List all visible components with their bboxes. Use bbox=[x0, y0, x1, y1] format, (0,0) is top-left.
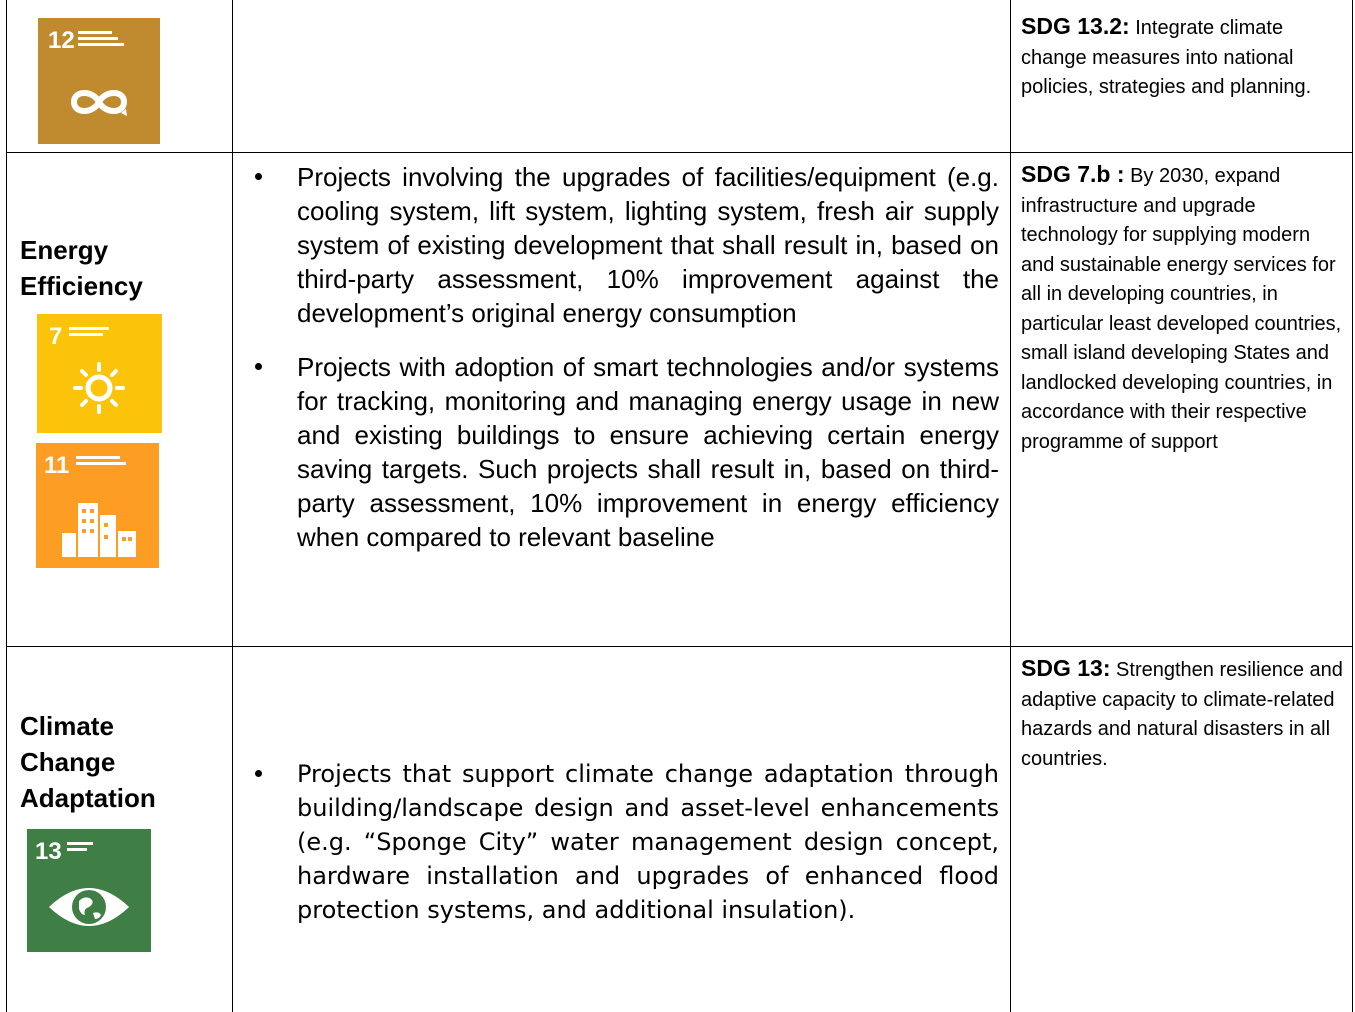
category-title: Climate Change Adaptation bbox=[20, 711, 156, 813]
list-item-text: Projects that support climate change adaptation through building/landscape design and asset-level enhancements (e.g. “Sponge City” water management design concept, hardware installation and upgrades of enhanced flood protection systems, and additional insulation). bbox=[297, 760, 999, 924]
row2-category-cell bbox=[6, 152, 232, 646]
bullet-icon bbox=[255, 173, 262, 180]
sdg-target-description: Strengthen resilience and adaptive capacity to climate-related hazards and natural disasters in all countries. bbox=[1021, 659, 1343, 770]
row2-sdg-cell bbox=[1011, 160, 1351, 457]
sdg-target-description: By 2030, expand infrastructure and upgrade technology for supplying modern and sustainable energy services for all in developing countries, in particular least developed countries, small island developing States and landlocked developing countries, in accordance with their respective programme of support bbox=[1021, 165, 1342, 453]
sdg7-affordable-clean-energy-icon bbox=[37, 314, 162, 433]
svg-text:13: 13 bbox=[35, 838, 62, 865]
bullet-icon bbox=[255, 770, 262, 777]
project-list bbox=[233, 757, 1009, 927]
list-item bbox=[233, 350, 1009, 554]
sdg-target-description: Integrate climate change measures into national policies, strategies and planning. bbox=[1021, 17, 1312, 98]
sdg12-responsible-consumption-icon bbox=[38, 18, 160, 144]
svg-text:7: 7 bbox=[49, 323, 63, 350]
category-title: Energy Efficiency bbox=[20, 235, 143, 301]
sdg13-climate-action-icon bbox=[27, 829, 151, 952]
row3-sdg-cell bbox=[1011, 654, 1351, 774]
row3-category-cell bbox=[6, 646, 232, 1012]
sdg-target-code: SDG 13.2: bbox=[1021, 13, 1130, 39]
sdg-target-text bbox=[1011, 12, 1351, 103]
list-item bbox=[233, 160, 1009, 330]
sdg-mapping-table bbox=[6, 0, 1353, 1012]
project-list bbox=[233, 160, 1009, 554]
svg-text:11: 11 bbox=[44, 452, 70, 479]
list-item bbox=[233, 757, 1009, 927]
row2-description-cell bbox=[233, 160, 1009, 554]
row1-category-cell bbox=[6, 0, 232, 152]
sdg-target-code: SDG 7.b : bbox=[1021, 161, 1125, 187]
bullet-icon bbox=[255, 363, 262, 370]
sdg11-sustainable-cities-icon bbox=[36, 443, 159, 568]
row3-description-cell bbox=[233, 757, 1009, 927]
sdg-target-text bbox=[1011, 160, 1351, 457]
row1-sdg-cell bbox=[1011, 12, 1351, 103]
list-item-text: Projects involving the upgrades of facilities/equipment (e.g. cooling system, lift system, lighting system, fresh air supply system of existing development that shall result in, based on third-party assessment, 10% improvement against the development’s original energy consumption bbox=[297, 162, 999, 328]
row1-description-cell bbox=[233, 0, 1009, 152]
list-item-text: Projects with adoption of smart technologies and/or systems for tracking, monitoring and managing energy usage in new and existing buildings to ensure achieving certain energy saving targets. Such projects shall result in, based on third-party assessment, 10% improvement in energy efficiency when compared to relevant baseline bbox=[297, 352, 999, 552]
sdg-target-text bbox=[1011, 654, 1351, 774]
sdg-target-code: SDG 13: bbox=[1021, 655, 1111, 681]
svg-text:12: 12 bbox=[48, 27, 75, 54]
